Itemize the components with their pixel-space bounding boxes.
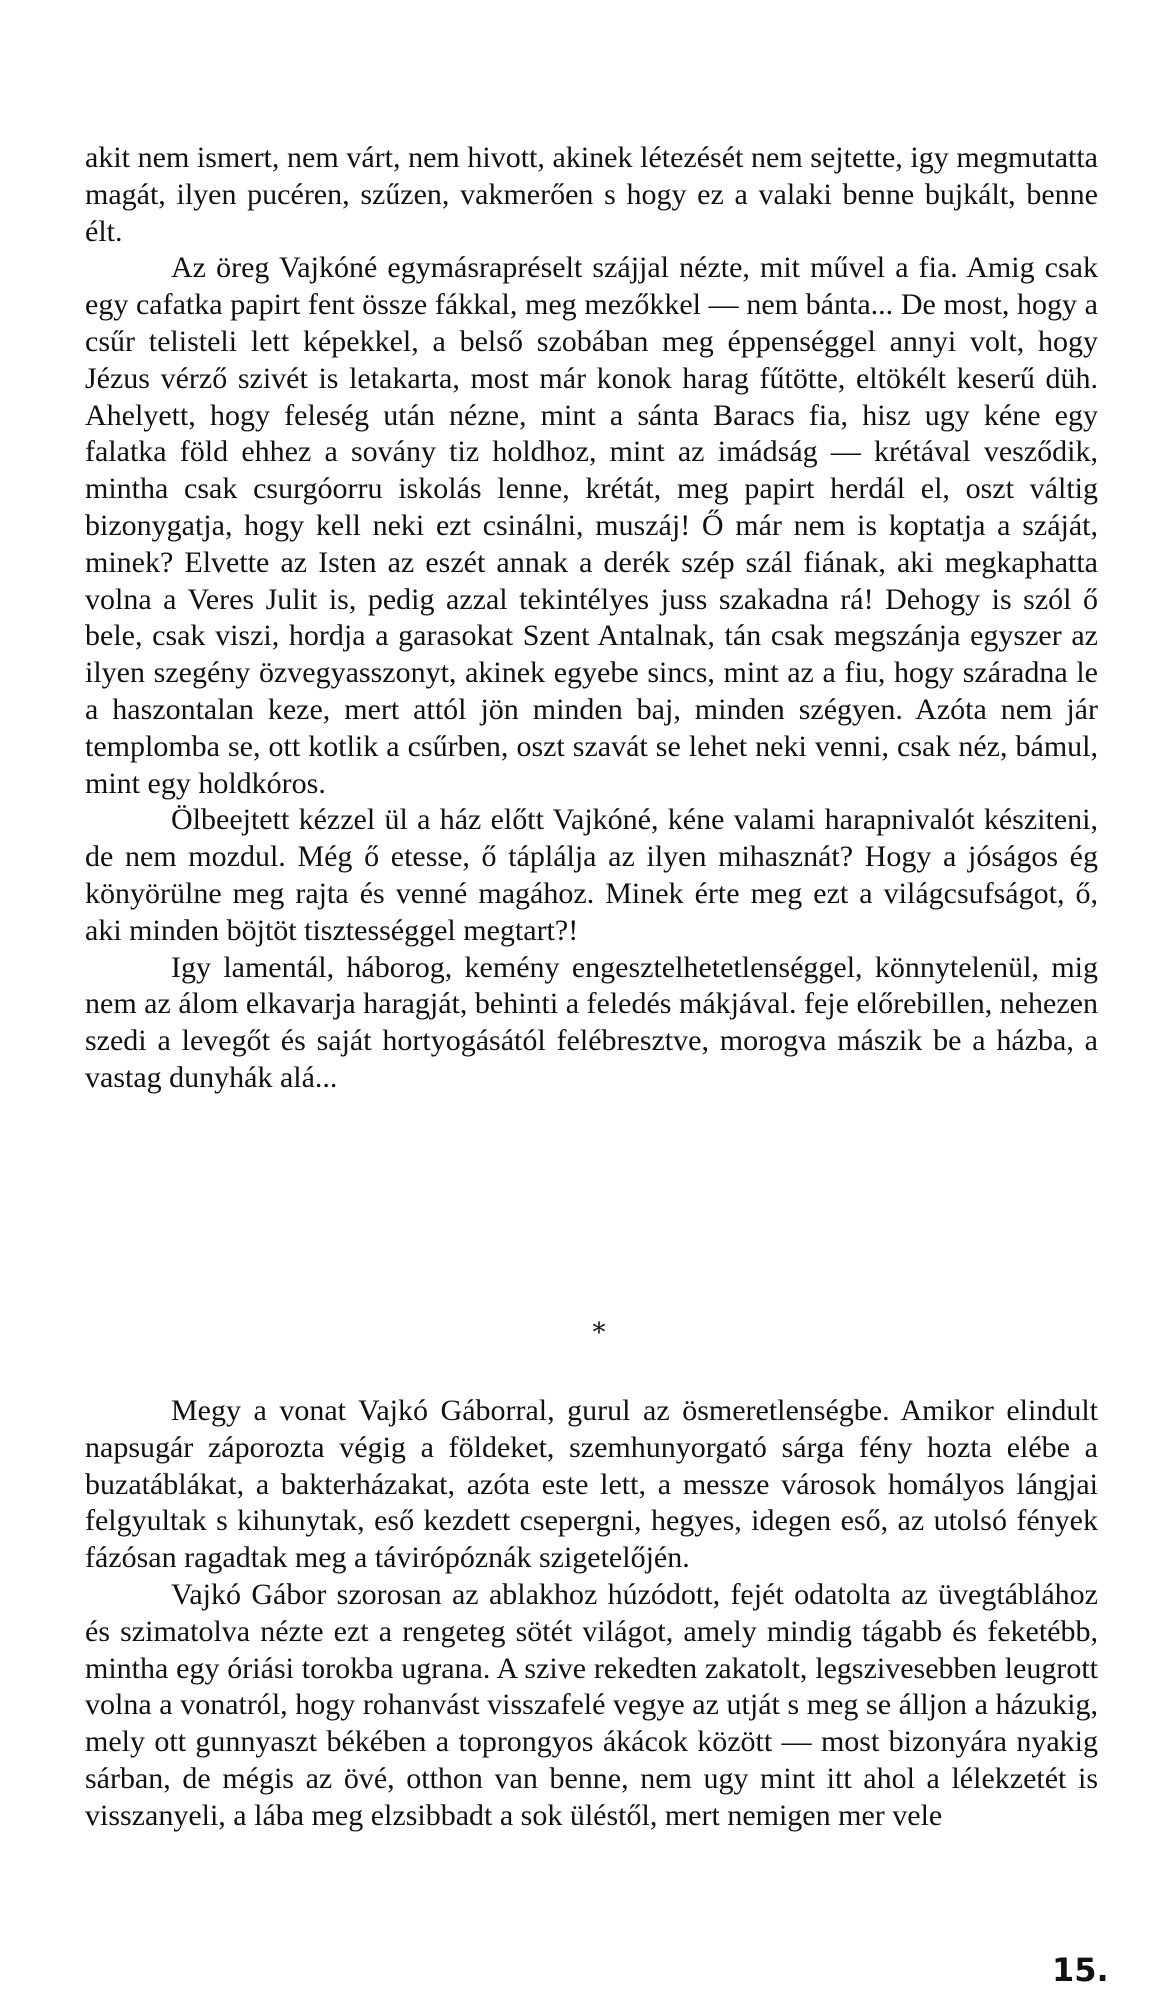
paragraph: Igy lamentál, háborog, kemény engesztelhetetlenséggel, könnytelenül, mig nem az álom elkavarja haragját, behinti a feledés mákjával. feje előrebillen, nehezen szedi a levegőt és saját hortyogásától felébresztve, morogva mászik be a házba, a vastag dunyhák alá...	[85, 950, 1098, 1094]
text-block-upper	[85, 140, 1098, 1097]
paragraph: Ölbeejtett kézzel ül a ház előtt Vajkóné, kéne valami harapnivalót késziteni, de nem mozdul. Még ő etesse, ő táplálja az ilyen mihasznát? Hogy a jóságos ég könyörülne meg rajta és venné magához. Minek érte meg ezt a világcsufságot, ő, aki minden böjtöt tisztességgel megtart?!	[85, 803, 1098, 947]
paragraph: Megy a vonat Vajkó Gáborral, gurul az ösmeretlenségbe. Amikor elindult napsugár záporozta végig a földeket, szemhunyorgató sárga fény hozta elébe a buzatáblákat, a bakterházakat, azóta este lett, a messze városok homályos lángjai felgyultak s kihunytak, eső kezdett csepergni, hegyes, idegen eső, az utolsó fények fázósan ragadtak meg a távirópóznák szigetelőjén.	[85, 1394, 1098, 1575]
text-block-lower	[85, 1393, 1098, 1835]
paragraph: Vajkó Gábor szorosan az ablakhoz húzódott, fejét odatolta az üvegtáblához és szimatolva nézte ezt a rengeteg sötét világot, amely mindig tágabb és feketébb, mintha egy óriási torokba ugrana. A szive rekedten zakatolt, legszivesebben leugrott volna a vonatról, hogy rohanvást visszafelé vegye az utját s meg se álljon a házukig, mely ott gunnyaszt békében a toprongyos ákácok között — most bizonyára nyakig sárban, de mégis az övé, otthon van benne, nem ugy mint itt ahol a lélekzetét is visszanyeli, a lába meg elzsibbadt a sok üléstől, mert nemigen mer vele	[85, 1577, 1098, 1832]
paragraph: Az öreg Vajkóné egymásrapréselt szájjal nézte, mit művel a fia. Amig csak egy cafatka papirt fent össze fákkal, meg mezőkkel — nem bánta... De most, hogy a csűr telisteli lett képekkel, a belső szobában meg éppenséggel annyi volt, hogy Jézus vérző szivét is letakarta, most már konok harag fűtötte, eltökélt keserű düh. Ahelyett, hogy feleség után nézne, mint a sánta Baracs fia, hisz ugy kéne egy falatka föld ehhez a sovány tiz holdhoz, mint az imádság — krétával vesződik, mintha csak csurgóorru iskolás lenne, krétát, meg papirt herdál el, oszt váltig bizonygatja, hogy kell neki ezt csinálni, muszáj! Ő már nem is koptatja a száját, minek? Elvette az Isten az eszét annak a derék szép szál fiának, aki megkaphatta volna a Veres Julit is, pedig azzal tekintélyes juss szakadna rá! Dehogy is szól ő bele, csak viszi, hordja a garasokat Szent Antalnak, tán csak megszánja egyszer az ilyen szegény özvegyasszonyt, akinek egyebe sincs, mint az a fiu, hogy száradna le a haszontalan keze, mert attól jön minden baj, minden szégyen. Azóta nem jár templomba se, ott kotlik a csűrben, oszt szavát se lehet neki venni, csak néz, bámul, mint egy holdkóros.	[85, 251, 1098, 800]
page-number: 15.	[1052, 1951, 1109, 1989]
paragraph: akit nem ismert, nem várt, nem hivott, akinek létezését nem sejtette, igy megmutatta magát, ilyen pucéren, szűzen, vakmerően s hogy ez a valaki benne bujkált, benne élt.	[85, 141, 1098, 248]
section-separator: *	[592, 1318, 606, 1348]
